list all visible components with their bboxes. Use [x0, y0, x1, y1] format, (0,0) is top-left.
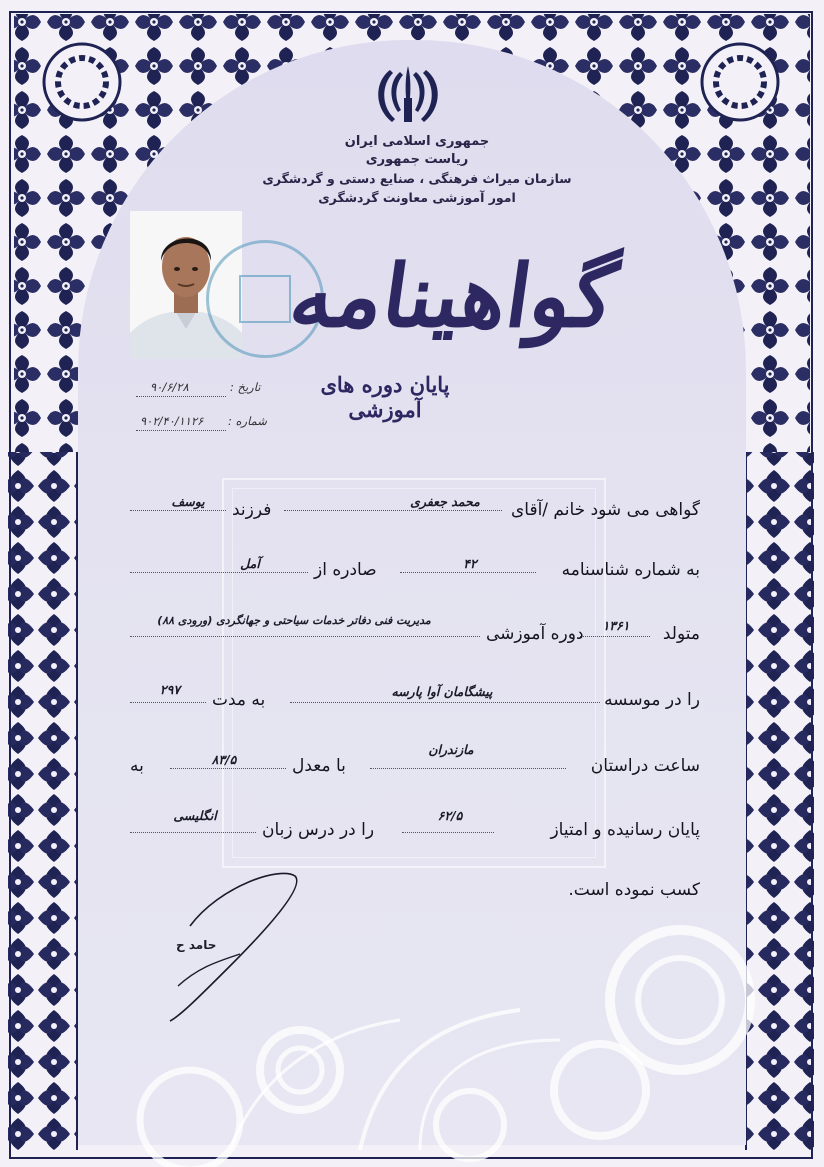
id-field-line — [400, 572, 536, 573]
to-label: به — [130, 756, 144, 776]
father-field-line — [130, 510, 226, 511]
holder-name: محمد جعفری — [410, 494, 480, 509]
duration-field-line — [130, 702, 206, 703]
number-label: شماره : — [228, 414, 267, 428]
number-value: ۹۰۲/۴۰/۱۱۲۶ — [140, 414, 204, 428]
score-value: ۶۲/۵ — [437, 808, 463, 823]
watermark-frame — [222, 478, 606, 868]
score-field-line — [402, 832, 494, 833]
father-name: یوسف — [171, 494, 205, 509]
line1-prefix: گواهی می شود خانم /آقای — [510, 500, 700, 520]
certificate-title: گواهینامه — [284, 246, 624, 347]
institute-label: را در موسسه — [604, 690, 700, 710]
hours-label: ساعت دراستان — [590, 756, 700, 776]
language-field-line — [130, 832, 256, 833]
completion-text: کسب نموده است. — [568, 880, 700, 900]
born-year: ۱۳۶۱ — [602, 618, 630, 633]
certificate-subtitle: پایان دوره های آموزشی — [320, 372, 450, 422]
signature-name: حامد ح — [176, 938, 217, 952]
province-name: مازندران — [428, 742, 474, 757]
duration-label: به مدت — [212, 690, 266, 710]
duration-value: ۲۹۷ — [159, 682, 181, 697]
number-underline — [136, 430, 226, 431]
born-field-line — [580, 636, 650, 637]
average-value: ۸۳/۵ — [211, 752, 237, 767]
born-label: متولد — [662, 624, 700, 644]
department-name: امور آموزشی معاونت گردشگری — [318, 190, 516, 205]
course-name: مدیریت فنی دفاتر خدمات سیاحتی و جهانگردی (ورودی ۸۸) — [157, 614, 431, 627]
id-label: به شماره شناسنامه — [561, 560, 700, 580]
date-value: ۹۰/۶/۲۸ — [150, 380, 189, 394]
average-label: با معدل — [292, 756, 346, 776]
province-field-line — [370, 768, 566, 769]
name-field-line — [284, 510, 502, 511]
average-field-line — [170, 768, 286, 769]
date-label: تاریخ : — [230, 380, 261, 394]
id-number: ۴۲ — [463, 556, 477, 571]
organization-name: سازمان میراث فرهنگی ، صنایع دستی و گردشگری — [262, 171, 572, 186]
issued-place: آمل — [240, 556, 260, 571]
iran-emblem-icon — [370, 64, 446, 128]
course-label: دوره آموزشی — [486, 624, 584, 644]
presidency-name: ریاست جمهوری — [365, 152, 469, 167]
language-value: انگلیسی — [173, 808, 217, 823]
institute-field-line — [290, 702, 600, 703]
finish-label: پایان رسانیده و امتیاز — [550, 820, 700, 840]
issued-field-line — [130, 572, 308, 573]
date-underline — [136, 396, 226, 397]
course-field-line — [130, 636, 480, 637]
issued-label: صادره از — [314, 560, 377, 580]
language-label: را در درس زبان — [262, 820, 375, 840]
child-of-label: فرزند — [232, 500, 272, 520]
country-name: جمهوری اسلامی ایران — [344, 134, 490, 149]
institute-name: پیشگامان آوا پارسه — [391, 684, 493, 699]
